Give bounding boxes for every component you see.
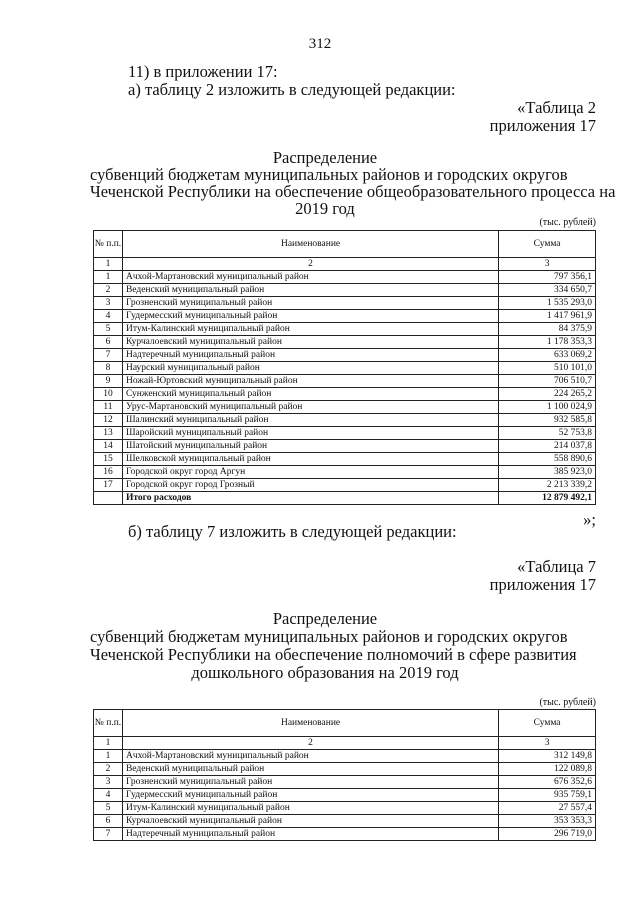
row-name-cell: Гудермесский муниципальный район	[122, 789, 498, 802]
table-row	[94, 802, 596, 815]
row-num-cell: 10	[94, 388, 123, 401]
table-row	[94, 388, 596, 401]
table7-caption-line2: приложения 17	[489, 575, 596, 594]
row-name-cell: Курчалоевский муниципальный район	[122, 336, 498, 349]
table-row	[94, 310, 596, 323]
row-sum-cell: 2 213 339,2	[499, 479, 596, 492]
table-row	[94, 349, 596, 362]
row-name-cell: Ачхой-Мартановский муниципальный район	[122, 271, 498, 284]
table2-caption-line2: приложения 17	[489, 116, 596, 135]
row-sum-cell: 84 375,9	[499, 323, 596, 336]
table-row	[94, 414, 596, 427]
table-row	[94, 362, 596, 375]
header-num: № п.п.	[94, 231, 123, 258]
row-name-cell: Наурский муниципальный район	[122, 362, 498, 375]
row-num-cell: 4	[94, 310, 123, 323]
index-cell: 1	[94, 737, 123, 750]
row-sum-cell: 52 753,8	[499, 427, 596, 440]
table-row	[94, 323, 596, 336]
row-sum-cell: 706 510,7	[499, 375, 596, 388]
total-num-cell	[94, 492, 123, 505]
table2-index-row	[94, 258, 596, 271]
table-row	[94, 453, 596, 466]
table2-units: (тыс. рублей)	[539, 217, 596, 228]
row-num-cell: 17	[94, 479, 123, 492]
header-name: Наименование	[122, 231, 498, 258]
row-sum-cell: 797 356,1	[499, 271, 596, 284]
row-sum-cell: 353 353,3	[499, 815, 596, 828]
table-row	[94, 763, 596, 776]
row-num-cell: 12	[94, 414, 123, 427]
row-name-cell: Итум-Калинский муниципальный район	[122, 323, 498, 336]
row-num-cell: 6	[94, 815, 123, 828]
table-row	[94, 336, 596, 349]
table-row	[94, 815, 596, 828]
table2-title-line1: Распределение	[272, 148, 378, 167]
row-name-cell: Надтеречный муниципальный район	[122, 828, 498, 841]
table-row	[94, 776, 596, 789]
row-num-cell: 14	[94, 440, 123, 453]
header-name: Наименование	[122, 710, 498, 737]
row-num-cell: 7	[94, 349, 123, 362]
table-row	[94, 789, 596, 802]
row-sum-cell: 385 923,0	[499, 466, 596, 479]
table7	[93, 709, 596, 841]
row-num-cell: 4	[94, 789, 123, 802]
header-sum: Сумма	[499, 231, 596, 258]
row-name-cell: Шалинский муниципальный район	[122, 414, 498, 427]
row-sum-cell: 1 100 024,9	[499, 401, 596, 414]
row-name-cell: Шелковской муниципальный район	[122, 453, 498, 466]
row-num-cell: 3	[94, 297, 123, 310]
row-num-cell: 5	[94, 323, 123, 336]
row-num-cell: 1	[94, 271, 123, 284]
row-name-cell: Грозненский муниципальный район	[122, 776, 498, 789]
table2-title-line3: Чеченской Республики на обеспечение общеобразовательного процесса на	[90, 182, 616, 201]
index-cell: 3	[499, 258, 596, 271]
row-sum-cell: 1 535 293,0	[499, 297, 596, 310]
row-sum-cell: 935 759,1	[499, 789, 596, 802]
row-name-cell: Урус-Мартановский муниципальный район	[122, 401, 498, 414]
index-cell: 3	[499, 737, 596, 750]
table-row	[94, 828, 596, 841]
sub-item-b: б) таблицу 7 изложить в следующей редакции:	[128, 522, 457, 541]
table2-closing: »;	[583, 510, 596, 529]
row-name-cell: Ножай-Юртовский муниципальный район	[122, 375, 498, 388]
row-name-cell: Надтеречный муниципальный район	[122, 349, 498, 362]
row-name-cell: Веденский муниципальный район	[122, 763, 498, 776]
row-sum-cell: 224 265,2	[499, 388, 596, 401]
row-sum-cell: 633 069,2	[499, 349, 596, 362]
table-row	[94, 401, 596, 414]
row-name-cell: Городской округ город Аргун	[122, 466, 498, 479]
row-num-cell: 1	[94, 750, 123, 763]
row-sum-cell: 676 352,6	[499, 776, 596, 789]
row-num-cell: 16	[94, 466, 123, 479]
row-sum-cell: 510 101,0	[499, 362, 596, 375]
row-sum-cell: 296 719,0	[499, 828, 596, 841]
header-sum: Сумма	[499, 710, 596, 737]
row-sum-cell: 122 089,8	[499, 763, 596, 776]
row-sum-cell: 1 417 961,9	[499, 310, 596, 323]
row-name-cell: Шаройский муниципальный район	[122, 427, 498, 440]
row-sum-cell: 558 890,6	[499, 453, 596, 466]
index-cell: 2	[122, 737, 498, 750]
row-sum-cell: 214 037,8	[499, 440, 596, 453]
table2-title-line4: 2019 год	[295, 199, 355, 218]
table7-title-line2: субвенций бюджетам муниципальных районов и городских округов	[90, 627, 568, 646]
table7-title-line3: Чеченской Республики на обеспечение полномочий в сфере развития	[90, 645, 577, 664]
row-name-cell: Ачхой-Мартановский муниципальный район	[122, 750, 498, 763]
table7-title-line4: дошкольного образования на 2019 год	[191, 663, 459, 682]
table2-header-row	[94, 231, 596, 258]
row-sum-cell: 27 557,4	[499, 802, 596, 815]
row-name-cell: Веденский муниципальный район	[122, 284, 498, 297]
table7-units: (тыс. рублей)	[539, 697, 596, 708]
row-num-cell: 15	[94, 453, 123, 466]
total-sum: 12 879 492,1	[499, 492, 596, 505]
table-row	[94, 440, 596, 453]
row-num-cell: 11	[94, 401, 123, 414]
row-num-cell: 2	[94, 284, 123, 297]
table-row	[94, 427, 596, 440]
item-heading: 11) в приложении 17:	[128, 62, 278, 81]
table-row	[94, 750, 596, 763]
table-row	[94, 479, 596, 492]
table2-caption-line1: «Таблица 2	[517, 98, 596, 117]
row-name-cell: Курчалоевский муниципальный район	[122, 815, 498, 828]
sub-item-a: а) таблицу 2 изложить в следующей редакции:	[128, 80, 456, 99]
row-num-cell: 9	[94, 375, 123, 388]
table2-title-line2: субвенций бюджетам муниципальных районов и городских округов	[90, 165, 568, 184]
table7-header-row	[94, 710, 596, 737]
row-name-cell: Гудермесский муниципальный район	[122, 310, 498, 323]
table-row	[94, 297, 596, 310]
row-num-cell: 3	[94, 776, 123, 789]
table7-title-line1: Распределение	[272, 609, 378, 628]
table2	[93, 230, 596, 505]
row-name-cell: Шатойский муниципальный район	[122, 440, 498, 453]
row-name-cell: Итум-Калинский муниципальный район	[122, 802, 498, 815]
row-num-cell: 2	[94, 763, 123, 776]
index-cell: 2	[122, 258, 498, 271]
row-num-cell: 5	[94, 802, 123, 815]
row-sum-cell: 312 149,8	[499, 750, 596, 763]
table7-index-row	[94, 737, 596, 750]
row-num-cell: 6	[94, 336, 123, 349]
row-name-cell: Городской округ город Грозный	[122, 479, 498, 492]
total-label: Итого расходов	[122, 492, 498, 505]
table-row	[94, 375, 596, 388]
row-num-cell: 8	[94, 362, 123, 375]
page-number: 312	[308, 36, 332, 52]
row-num-cell: 7	[94, 828, 123, 841]
row-num-cell: 13	[94, 427, 123, 440]
table7-caption-line1: «Таблица 7	[517, 557, 596, 576]
table-row	[94, 466, 596, 479]
header-num: № п.п.	[94, 710, 123, 737]
table2-total-row	[94, 492, 596, 505]
row-sum-cell: 932 585,8	[499, 414, 596, 427]
table-row	[94, 284, 596, 297]
row-name-cell: Сунженский муниципальный район	[122, 388, 498, 401]
row-name-cell: Грозненский муниципальный район	[122, 297, 498, 310]
index-cell: 1	[94, 258, 123, 271]
table-row	[94, 271, 596, 284]
row-sum-cell: 1 178 353,3	[499, 336, 596, 349]
row-sum-cell: 334 650,7	[499, 284, 596, 297]
